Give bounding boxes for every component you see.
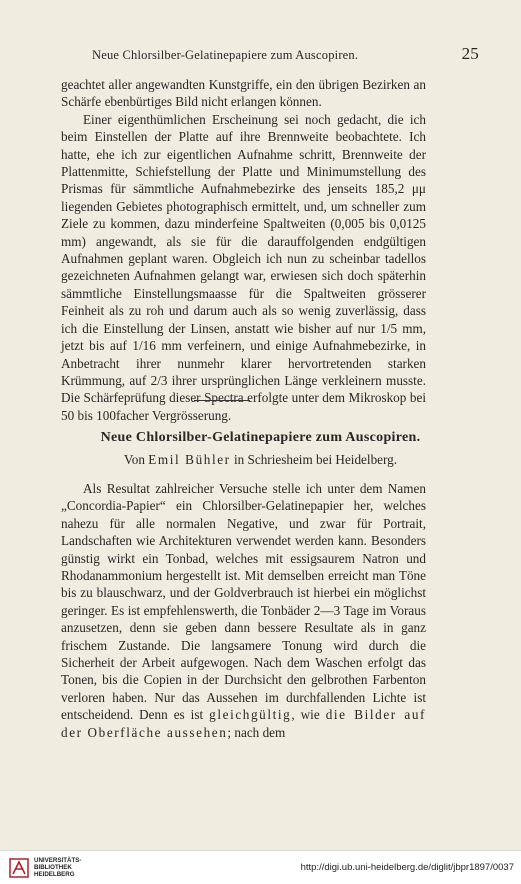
permalink-url[interactable]: http://digi.ub.uni-heidelberg.de/diglit/jbpr1897/0037 <box>300 862 514 873</box>
article-byline <box>0 452 521 468</box>
page-number: 25 <box>461 44 479 63</box>
fraction: 1/16 <box>132 338 156 354</box>
byline-suffix: in Schriesheim bei Heidelberg. <box>233 452 398 467</box>
paragraph-text: mm, jetzt bis auf <box>61 320 427 354</box>
paragraph-text: ; nach dem <box>227 724 286 740</box>
viewer-footer <box>0 850 521 884</box>
paragraph: geachtet aller angewandten Kunstgriffe, ein den übrigen Bezirken an Schärfe ebenbürtiges Bild nicht erlangen können. <box>61 77 426 110</box>
paragraph-text: mm verfeinern, und einige Aufnahmebezirke, in Anbetracht ihrer nunmehr klarer hervortretenden starken Krümmung, auf <box>61 338 426 388</box>
paragraph-text: , wie <box>291 707 320 723</box>
article-text <box>61 480 426 741</box>
section-divider <box>194 400 250 401</box>
emphasis: gleichgültig <box>209 707 292 723</box>
body-text <box>61 76 426 424</box>
library-logo-icon <box>9 858 29 878</box>
paragraph-text: Einer eigenthümlichen Erscheinung sei noch gedacht, die ich beim Einstellen der Platte auf ihre Brennweite beobachtete. Ich hatte, ehe ich zur eigentlichen Aufnahme schritt, Brennweite der Plattenmitte, Schiefstellung der Platte und Minimumstellung des Prismas für sämmtliche Aufnahmebezirke des jenseits 185,2 μμ liegenden Gebietes photographisch ermittelt, und, um schneller zum Ziele zu kommen, dazu minderfeine Spaltweiten (0,005 bis 0,0125 mm) angewandt, als sie für die darauffolgenden endgültigen Aufnahmen geplant waren. Obgleich ich nun zu scheinbar tadellos gezeichneten Aufnahmen gelangt war, erwiesen sich doch späterhin sämmtliche Einstellungsmaasse für die Spaltweiten grösserer Feinheit als zu roh und darum auch als so wenig zuverlässig, dass ich die Einstellung der Linsen, anstatt wie bisher auf nur <box>61 111 426 336</box>
author-name: Emil Bühler <box>148 452 231 467</box>
paragraph <box>61 111 426 424</box>
fraction: 2/3 <box>150 372 168 388</box>
article-heading: Neue Chlorsilber-Gelatinepapiere zum Auscopiren. <box>100 430 421 445</box>
running-head-title: Neue Chlorsilber-Gelatinepapiere zum Auscopiren. <box>92 48 359 62</box>
paragraph-text: Als Resultat zahlreicher Versuche stelle ich unter dem Namen „Concordia-Papier“ ein Chlorsilber-Gelatinepapier her, welches nahezu für alle normalen Negative, und zwar für Portrait, Landschaften wie Architekturen verwendet werden kann. Besonders günstig wirkt ein Tonbad, welches mit essigsaurem Natron und Rhodanammonium hergestellt ist. Mit demselben erreicht man Töne bis zu blauschwarz, und der Goldverbrauch ist hierbei ein möglichst geringer. Es ist empfehlenswerth, die Tonbäder 2—3 Tage im Voraus anzusetzen, denn sie geben dann bessere Resultate als in ganz frischem Zustande. Die langsamere Tonung wird durch die Sicherheit der Arbeit aufgewogen. Nach dem Waschen erfolgt das Tonen, bis die Copien in der Durchsicht den gelbrothen Farbenton verloren haben. Nur das Aussehen im durchfallenden Lichte ist entscheidend. Denn es ist <box>61 481 426 723</box>
emphasis: die Bilder auf der Oberfläche aussehen <box>61 707 427 740</box>
paragraph-text: ihrer ursprünglichen Länge verkleinern musste. Die Schärfeprüfung dieser Spectra erfolgte unter dem Mikroskop bei 50 bis 100facher Vergrösserung. <box>61 372 426 423</box>
library-name: UNIVERSITÄTS- BIBLIOTHEK HEIDELBERG <box>34 857 82 879</box>
paragraph <box>61 480 426 741</box>
byline-prefix: Von <box>123 452 145 467</box>
fraction: 1/5 <box>380 320 398 336</box>
